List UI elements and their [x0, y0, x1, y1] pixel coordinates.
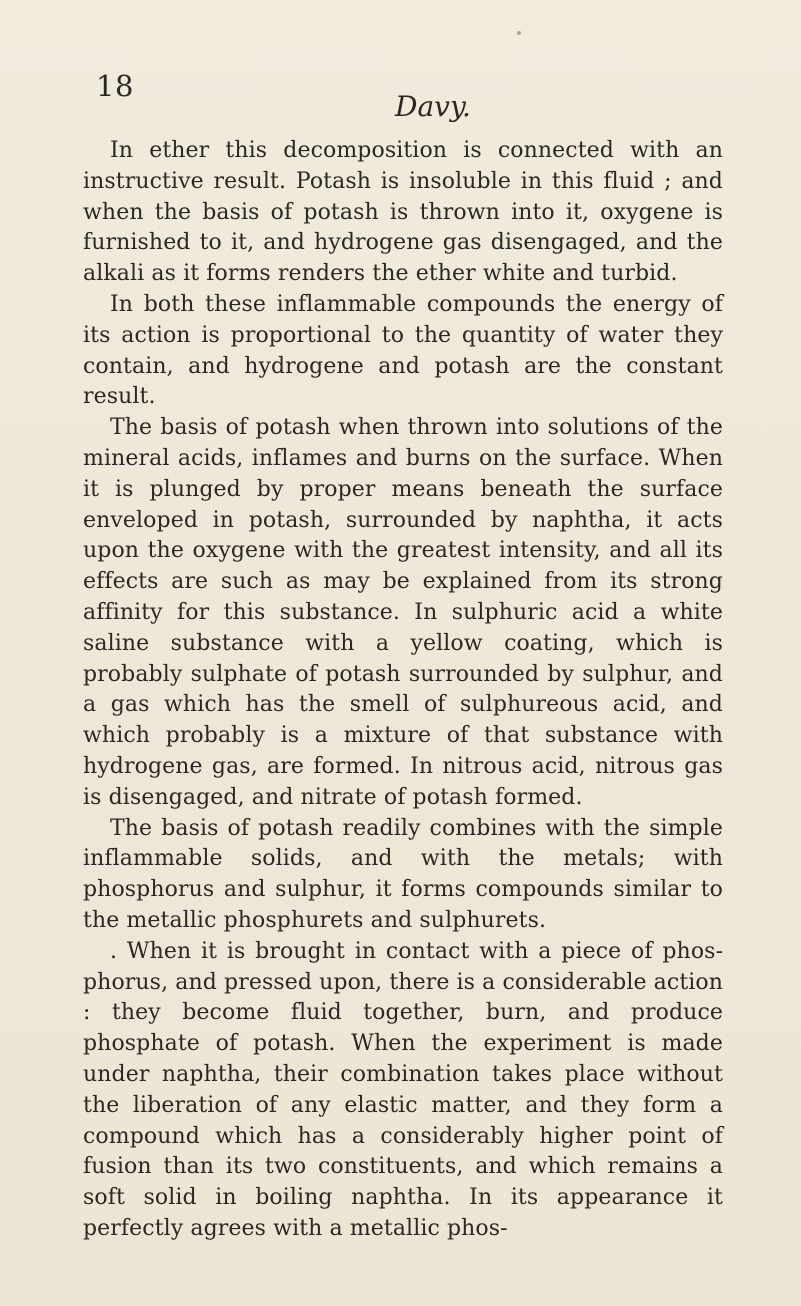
paragraph: . When it is brought in contact with a piece of phosphorus, and pressed upon, there is a considerable action : they become fluid together, burn, and produce phosphate of potash. When the experiment is made under naphtha, their combination takes place without the liberation of any elastic matter, and they form a compound which has a considerably higher point of fusion than its two constituents, and which remains a soft solid in boiling naphtha. In its appearance it perfectly agrees with a metallic phos- [83, 938, 724, 1241]
paragraph: The basis of potash when thrown into solutions of the mineral acids, inflames and burns on the surface. When it is plunged by proper means beneath the surface enveloped in potash, surrounded by naphtha, it acts upon the oxygene with the greatest intensity, and all its effects are such as may be explained from its strong affinity for this substance. In sulphuric acid a white saline substance with a yellow coating, which is probably sulphate of potash surrounded by sulphur, and a gas which has the smell of sulphureous acid, and which probably is a mixture of that substance with hydrogene gas, are formed. In nitrous acid, nitrous gas is disengaged, and nitrate of potash formed. [83, 415, 723, 810]
page-header [0, 0, 801, 123]
body-text [83, 136, 723, 1245]
paragraph: In both these inflammable compounds the energy of its action is proportional to the quantity of water they contain, and hydrogene and potash are the constant result. [83, 291, 723, 410]
page-number: 18 [96, 69, 134, 103]
paragraph: The basis of potash readily combines with the simple inflammable solids, and with the metals; with phosphorus and sulphur, it forms compounds similar to the metallic phosphurets and sulphurets. [83, 815, 723, 933]
paragraph: In ether this decomposition is connected with an instructive result. Potash is insoluble in this fluid ; and when the basis of potash is thrown into it, oxygene is furnished to it, and hydrogene gas disengaged, and the alkali as it forms renders the ether white and turbid. [83, 138, 723, 287]
running-head: Davy. [395, 90, 471, 123]
